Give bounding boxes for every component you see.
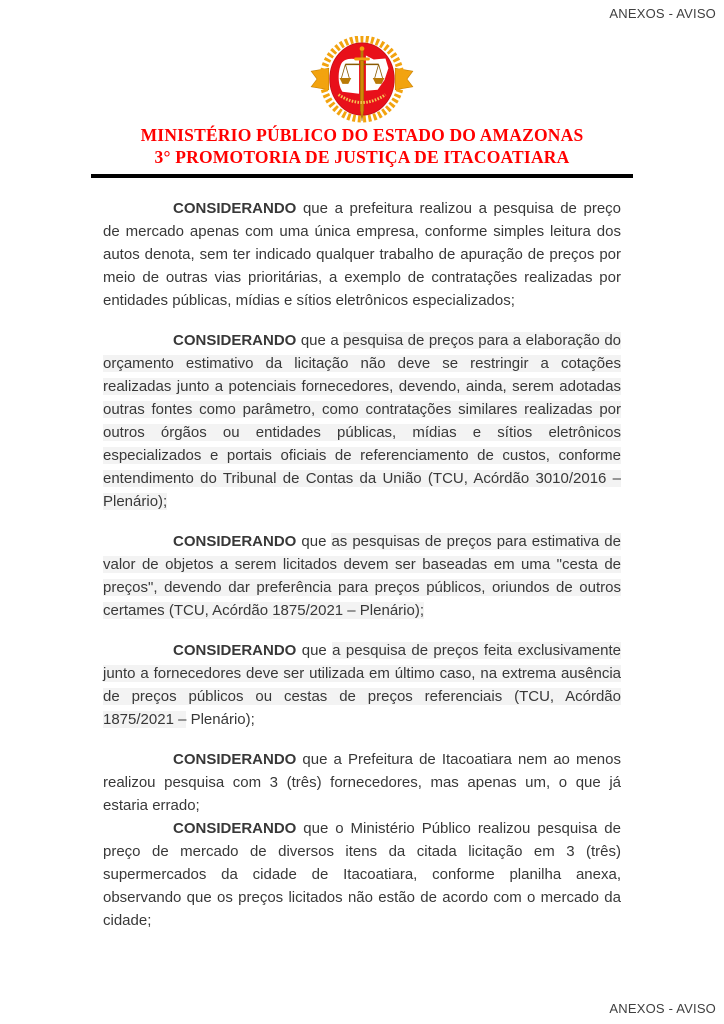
paragraph-text: que	[296, 533, 332, 550]
paragraph-text: que a Prefeitura de Itacoatiara nem ao menos realizou pesquisa com 3 (três) fornecedores, mas apenas um, o que já estaria errado;	[103, 751, 621, 814]
paragraph	[103, 817, 621, 932]
org-name: MINISTÉRIO PÚBLICO DO ESTADO DO AMAZONAS	[140, 125, 584, 145]
paragraph-lead: CONSIDERANDO	[173, 642, 297, 659]
highlighted-text: as pesquisas de preços para estimativa de valor de objetos a serem licitados devem ser baseadas em uma "cesta de preços", devendo dar preferência para preços públicos, oriundos de outros certames (TCU, Acórdão 1875/2021 – Plenário);	[103, 533, 621, 619]
paragraph	[103, 530, 621, 622]
paragraph-lead: CONSIDERANDO	[173, 332, 297, 349]
paragraph-text: que a prefeitura realizou a pesquisa de preço de mercado apenas com uma única empresa, conforme simples leitura dos autos denota, sem ter indicado qualquer trabalho de apuração de preços por meio de outras vias prioritárias, a exemplo de contratações realizadas por entidades públicas, mídias e sítios eletrônicos especializados;	[103, 200, 621, 309]
paragraph-lead: CONSIDERANDO	[173, 751, 297, 768]
paragraph	[103, 639, 621, 731]
highlighted-text: pesquisa de preços para a elaboração do orçamento estimativo da licitação não deve se restringir a cotações realizadas junto a potenciais fornecedores, devendo, ainda, serem adotadas outras fontes como parâmetro, como contratações similares realizadas por outros órgãos ou entidades públicas, mídias e sítios eletrônicos especializados e portais oficiais de referenciamento de custos, conforme entendimento do Tribunal de Contas da União (TCU, Acórdão 3010/2016 – Plenário);	[103, 332, 622, 510]
paragraph-text: que a	[296, 332, 344, 349]
unit-name: 3° PROMOTORIA DE JUSTIÇA DE ITACOATIARA	[154, 147, 570, 167]
paragraph-lead: CONSIDERANDO	[173, 820, 297, 837]
paragraph-lead: CONSIDERANDO	[173, 200, 297, 217]
paragraph	[103, 197, 621, 312]
document-body	[0, 197, 724, 932]
highlighted-text: a pesquisa de preços feita exclusivamente junto a fornecedores deve ser utilizada em último caso, na extrema ausência de preços públicos ou cestas de preços referenciais (TCU, Acórdão 1875/2021 –	[103, 642, 621, 728]
header-annotation: ANEXOS - AVISO	[609, 6, 716, 21]
letterhead-rule	[91, 174, 633, 178]
paragraph	[103, 329, 621, 513]
footer-annotation: ANEXOS - AVISO	[609, 1001, 716, 1016]
letterhead	[0, 0, 724, 178]
paragraph-text: que o Ministério Público realizou pesquisa de preço de mercado de diversos itens da citada licitação em 3 (três) supermercados da cidade de Itacoatiara, conforme planilha anexa, observando que os preços licitados não estão de acordo com o mercado da cidade;	[103, 820, 621, 929]
paragraph	[103, 748, 621, 817]
paragraph-lead: CONSIDERANDO	[173, 533, 297, 550]
mpam-seal-icon	[309, 36, 415, 124]
paragraph-text: Plenário);	[186, 711, 255, 728]
paragraph-text: que	[296, 642, 333, 659]
